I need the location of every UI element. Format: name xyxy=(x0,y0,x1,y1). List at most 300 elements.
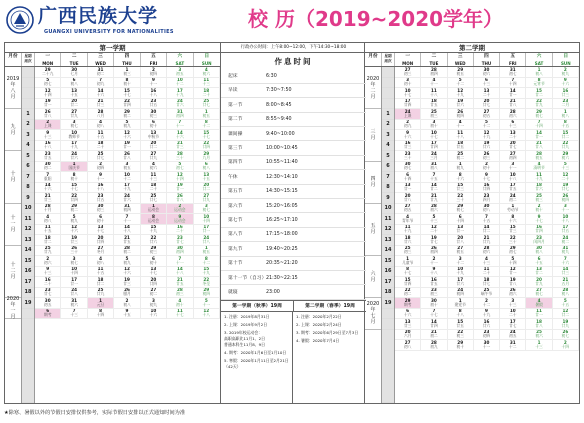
lunar-date: 十四 xyxy=(535,123,543,129)
lunar-date: 初二 xyxy=(430,333,438,339)
day-cell xyxy=(88,235,114,246)
day-cell xyxy=(61,267,87,278)
day-cell xyxy=(421,183,447,194)
day-cell xyxy=(114,151,140,162)
day-number: 11 xyxy=(404,224,411,229)
day-cell xyxy=(474,225,500,236)
week-number: 18 xyxy=(22,288,34,299)
day-cell xyxy=(526,246,552,257)
week-number: 1 xyxy=(382,109,394,120)
day-number: 28 xyxy=(97,109,104,114)
day-number: 7 xyxy=(511,77,515,82)
day-cell xyxy=(395,193,421,204)
day-number: 18 xyxy=(44,235,51,240)
day-number: 6 xyxy=(72,77,76,82)
lunar-date: 十二 xyxy=(202,123,211,129)
day-cell xyxy=(194,67,220,78)
day-cell xyxy=(500,214,526,225)
day-cell xyxy=(35,109,61,120)
week-number xyxy=(382,78,394,89)
week-number xyxy=(382,99,394,110)
day-number: 15 xyxy=(536,88,542,93)
day-cell xyxy=(167,109,193,120)
day-number: 16 xyxy=(97,182,104,187)
lunar-date: 三十 xyxy=(176,154,184,160)
lunar-date: 廿八 xyxy=(202,238,211,244)
weekday-cn: 五 xyxy=(151,54,156,59)
university-name: 广西民族大学 xyxy=(38,5,159,27)
day-cell xyxy=(88,151,114,162)
day-cell xyxy=(448,130,474,141)
schedule-row xyxy=(221,70,366,84)
lunar-date: 廿九 xyxy=(149,154,158,160)
fall-note: 3. 2019年校运动会： 高职高职比11月1、2日 普通本科生11月8、9日 xyxy=(224,330,266,347)
day-cell xyxy=(553,120,579,131)
lunar-date: 初八 xyxy=(403,343,412,349)
lunar-date: 十九 xyxy=(482,133,491,139)
day-cell xyxy=(141,204,167,215)
schedule-time: 21:30~22:15 xyxy=(266,275,298,281)
day-cell xyxy=(88,78,114,89)
day-number: 31 xyxy=(431,161,437,166)
day-cell xyxy=(114,246,140,257)
day-number: 15 xyxy=(150,224,157,229)
day-number: 26 xyxy=(562,329,569,334)
day-number: 22 xyxy=(457,193,464,198)
lunar-date: 廿七 xyxy=(508,322,517,328)
day-number: 1 xyxy=(537,340,541,345)
lunar-date: 十六 xyxy=(456,175,464,181)
day-cell xyxy=(553,214,579,225)
lunar-date: 期考 xyxy=(403,301,412,307)
weekday-en: FRI xyxy=(509,60,517,66)
day-cell xyxy=(500,120,526,131)
schedule-row xyxy=(221,99,366,113)
day-number: 17 xyxy=(509,319,516,324)
week-number xyxy=(22,67,34,78)
schedule-period: 课间操 xyxy=(228,131,243,137)
lunar-date: 廿八 xyxy=(456,238,464,244)
lunar-date: 初二 xyxy=(508,196,517,202)
day-cell xyxy=(474,78,500,89)
weekday-header-sun xyxy=(194,53,220,66)
day-number: 12 xyxy=(483,130,490,135)
day-number: 10 xyxy=(509,308,516,313)
lunar-date: 九月 xyxy=(202,154,211,160)
lunar-date: 廿六 xyxy=(535,186,543,192)
day-cell xyxy=(61,214,87,225)
week-number: 17 xyxy=(22,277,34,288)
day-number: 25 xyxy=(536,193,542,198)
day-number: 29 xyxy=(44,67,51,72)
day-number: 2 xyxy=(563,340,567,345)
day-cell xyxy=(88,141,114,152)
day-cell xyxy=(448,309,474,320)
day-cell xyxy=(167,204,193,215)
lunar-date: 元旦 xyxy=(96,301,105,307)
weekday-cn: 二 xyxy=(71,54,77,59)
day-number: 25 xyxy=(536,329,542,334)
lunar-date: 初二 xyxy=(43,165,52,171)
day-number: 25 xyxy=(44,245,51,250)
day-cell xyxy=(61,193,87,204)
weekday-cn: 三 xyxy=(98,54,103,59)
day-number: 8 xyxy=(458,172,462,177)
day-number: 18 xyxy=(431,98,437,103)
day-number: 25 xyxy=(457,151,464,156)
day-cell xyxy=(500,235,526,246)
day-number: 21 xyxy=(536,140,542,145)
lunar-date: 初二 xyxy=(96,70,105,76)
day-number: 3 xyxy=(563,203,567,208)
day-cell xyxy=(141,78,167,89)
lunar-date: 初五 xyxy=(482,112,491,118)
month-label: 十 一 月 xyxy=(5,204,21,246)
day-number: 10 xyxy=(176,77,183,82)
day-number: 7 xyxy=(46,172,50,177)
lunar-date: 十三 xyxy=(70,312,78,318)
day-cell xyxy=(526,204,552,215)
day-cell xyxy=(194,235,220,246)
day-number: 1 xyxy=(458,161,462,166)
day-cell xyxy=(194,162,220,173)
day-number: 10 xyxy=(71,130,78,135)
day-number: 5 xyxy=(178,161,182,166)
day-number: 11 xyxy=(483,266,490,271)
lunar-date: 十二 xyxy=(456,259,464,265)
lunar-date: 十五 xyxy=(43,228,52,234)
day-cell xyxy=(448,225,474,236)
day-number: 22 xyxy=(536,98,542,103)
week-number xyxy=(382,309,394,320)
day-cell xyxy=(395,298,421,309)
day-number: 27 xyxy=(203,193,210,198)
notes-header xyxy=(221,300,366,312)
lunar-date: 期考 xyxy=(43,312,52,318)
schedule-period: 起床 xyxy=(228,74,238,79)
day-cell xyxy=(526,288,552,299)
day-cell xyxy=(500,151,526,162)
lunar-date: 重阳 xyxy=(43,175,52,181)
lunar-date: 初四 xyxy=(561,196,570,202)
day-number: 10 xyxy=(457,266,464,271)
day-number: 6 xyxy=(485,77,488,82)
day-cell xyxy=(553,183,579,194)
semester-2-title: 第二学期 xyxy=(365,43,579,53)
weekday-cn: 三 xyxy=(457,54,463,59)
schedule-period: 午休 xyxy=(228,174,238,180)
day-cell xyxy=(553,235,579,246)
lunar-date: 廿七 xyxy=(561,186,570,192)
day-cell xyxy=(526,172,552,183)
day-number: 12 xyxy=(457,88,464,93)
day-cell xyxy=(421,340,447,351)
lunar-date: 初三 xyxy=(176,291,184,297)
day-cell xyxy=(167,267,193,278)
day-number: 15 xyxy=(509,224,516,229)
day-cell xyxy=(474,130,500,141)
week-number: 5 xyxy=(22,151,34,162)
day-cell xyxy=(114,130,140,141)
lunar-date: 廿九 xyxy=(202,196,211,202)
day-cell xyxy=(61,225,87,236)
day-number: 23 xyxy=(97,193,104,198)
day-cell xyxy=(61,309,87,320)
day-cell xyxy=(421,151,447,162)
day-cell xyxy=(395,204,421,215)
schedule-period: 第一节 xyxy=(228,102,243,108)
day-cell xyxy=(61,298,87,309)
day-number: 15 xyxy=(457,182,464,187)
lunar-date: 廿三 xyxy=(561,270,570,276)
week-number: 8 xyxy=(382,183,394,194)
footnote: ★除寒、暑假以外的节假日安排仅供参考，实际节假日安排以正式通知时间为准 xyxy=(4,410,186,416)
week-header: 星期 周次 xyxy=(22,53,35,66)
lunar-date: 三十 xyxy=(403,154,412,160)
day-number: 30 xyxy=(176,245,183,250)
day-number: 3 xyxy=(151,298,155,303)
day-cell xyxy=(421,109,447,120)
lunar-date: 十七 xyxy=(430,133,438,139)
lunar-date: 廿九 xyxy=(561,144,570,150)
weekday-en: SAT xyxy=(534,60,544,66)
day-number: 15 xyxy=(457,319,464,324)
lunar-date: 初四 xyxy=(123,207,131,213)
lunar-date: 二十 xyxy=(482,270,491,276)
day-number: 29 xyxy=(536,109,542,114)
month-label: 九 月 xyxy=(5,109,21,151)
lunar-date: 初六 xyxy=(508,291,517,297)
day-number: 23 xyxy=(44,287,51,292)
day-cell xyxy=(395,88,421,99)
week-number xyxy=(382,319,394,330)
day-cell xyxy=(500,288,526,299)
day-cell xyxy=(421,277,447,288)
day-number: 5 xyxy=(485,119,488,124)
lunar-date: 冬至 xyxy=(202,280,211,286)
day-number: 14 xyxy=(97,88,104,93)
week-number: 6 xyxy=(22,162,34,173)
day-cell xyxy=(194,78,220,89)
day-number: 8 xyxy=(204,119,208,124)
lunar-date: 十五 xyxy=(561,301,570,307)
lunar-date: 十九 xyxy=(482,312,491,318)
day-number: 10 xyxy=(562,214,569,219)
semester-1-header-row xyxy=(5,53,220,67)
lunar-date: 十八 xyxy=(430,270,438,276)
lunar-date: 初六 xyxy=(430,207,438,213)
day-cell xyxy=(500,172,526,183)
lunar-date: 廿七 xyxy=(176,238,184,244)
day-number: 7 xyxy=(178,256,182,261)
lunar-date: 初六 xyxy=(482,70,491,76)
day-cell xyxy=(194,88,220,99)
day-number: 4 xyxy=(178,298,182,303)
fall-notes-title: 第一学期（秋季）19周 xyxy=(221,301,294,311)
day-number: 20 xyxy=(150,277,157,282)
spring-note: 3. 期考：2020年6月29日至7月3日 xyxy=(296,330,359,335)
day-number: 7 xyxy=(537,119,541,124)
day-number: 30 xyxy=(71,67,78,72)
lunar-date: 劳动节 xyxy=(507,207,519,213)
day-number: 9 xyxy=(99,172,103,177)
day-cell xyxy=(141,130,167,141)
day-number: 11 xyxy=(536,172,542,177)
day-cell xyxy=(526,319,552,330)
day-number: 19 xyxy=(562,319,569,324)
day-cell xyxy=(500,67,526,78)
day-cell xyxy=(474,109,500,120)
lunar-date: 十八 xyxy=(430,91,438,97)
day-cell xyxy=(526,214,552,225)
lunar-date: 初六 xyxy=(561,154,570,160)
lunar-date: 十八 xyxy=(149,91,158,97)
day-cell xyxy=(35,120,61,131)
day-cell xyxy=(141,88,167,99)
day-cell xyxy=(448,298,474,309)
lunar-date: 初九 xyxy=(561,70,570,76)
day-number: 10 xyxy=(124,172,130,177)
day-cell xyxy=(35,67,61,78)
lunar-date: 十二 xyxy=(456,81,464,87)
day-number: 9 xyxy=(125,308,129,313)
lunar-date: 十四 xyxy=(70,270,78,276)
day-number: 23 xyxy=(44,151,51,156)
day-number: 9 xyxy=(485,308,488,313)
schedule-period: 第三节 xyxy=(228,146,243,151)
lunar-date: 初八 xyxy=(535,249,543,255)
day-number: 20 xyxy=(97,235,104,240)
day-cell xyxy=(395,130,421,141)
month-label: 2020年 七 月 xyxy=(365,298,381,330)
lunar-date: 十一 xyxy=(176,123,184,129)
month-label: 2020年 一 月 xyxy=(6,296,20,320)
day-cell xyxy=(114,162,140,173)
semester-2-panel xyxy=(365,43,579,403)
day-cell xyxy=(500,130,526,141)
week-number xyxy=(22,309,34,320)
day-number: 26 xyxy=(71,245,78,250)
lunar-date: 国庆节 xyxy=(68,165,80,171)
month-label: 十 月 xyxy=(5,151,21,204)
day-number: 13 xyxy=(203,172,210,177)
day-number: 3 xyxy=(458,256,462,261)
lunar-date: 廿二 xyxy=(96,280,105,286)
lunar-date: 廿四 xyxy=(403,102,412,108)
day-cell xyxy=(421,225,447,236)
day-cell xyxy=(141,183,167,194)
day-cell xyxy=(526,298,552,309)
weekday-en: WED xyxy=(95,60,106,66)
lunar-date: 廿四 xyxy=(70,196,78,202)
lunar-date: 十三 xyxy=(535,343,543,349)
lunar-date: 十五 xyxy=(482,217,491,223)
day-cell xyxy=(500,256,526,267)
schedule-time: 10:55~11:40 xyxy=(266,160,298,166)
day-number: 22 xyxy=(124,98,130,103)
schedule-time: 6:30 xyxy=(266,74,277,79)
day-cell xyxy=(421,267,447,278)
day-number: 5 xyxy=(511,256,515,261)
day-number: 16 xyxy=(150,88,157,93)
day-cell xyxy=(500,298,526,309)
day-number: 20 xyxy=(404,193,411,198)
day-cell xyxy=(114,67,140,78)
day-number: 8 xyxy=(563,119,567,124)
day-number: 25 xyxy=(97,151,104,156)
lunar-date: 十六 xyxy=(561,81,570,87)
week-number: 5 xyxy=(382,151,394,162)
lunar-date: 十三 xyxy=(561,165,570,171)
day-cell xyxy=(474,277,500,288)
day-cell xyxy=(88,246,114,257)
week-number: 3 xyxy=(22,130,34,141)
semester-2-month-column xyxy=(365,67,382,403)
spring-note: 2. 上课：2020年2月24日 xyxy=(296,322,342,327)
day-number: 21 xyxy=(124,235,130,240)
lunar-date: 十四 xyxy=(176,175,184,181)
day-number: 28 xyxy=(124,245,130,250)
day-cell xyxy=(448,162,474,173)
day-cell xyxy=(167,151,193,162)
lunar-date: 廿六 xyxy=(482,322,491,328)
day-number: 5 xyxy=(204,298,208,303)
day-number: 1 xyxy=(125,67,129,72)
lunar-date: 初十 xyxy=(456,343,464,349)
day-cell xyxy=(553,340,579,351)
lunar-date: 初五 xyxy=(508,333,517,339)
lunar-date: 廿七 xyxy=(43,291,52,297)
month-header: 月份 xyxy=(5,53,22,66)
lunar-date: 初四 xyxy=(482,333,491,339)
day-number: 8 xyxy=(204,256,208,261)
day-cell xyxy=(421,235,447,246)
day-cell xyxy=(526,267,552,278)
lunar-date: 初二 xyxy=(123,249,131,255)
day-cell xyxy=(395,141,421,152)
day-cell xyxy=(421,309,447,320)
day-number: 4 xyxy=(537,298,541,303)
day-number: 2 xyxy=(563,67,567,72)
day-cell xyxy=(448,99,474,110)
day-number: 20 xyxy=(71,98,78,103)
day-cell xyxy=(526,340,552,351)
day-number: 4 xyxy=(458,119,462,124)
day-number: 14 xyxy=(44,182,51,187)
day-number: 3 xyxy=(72,256,76,261)
day-number: 2 xyxy=(46,256,50,261)
day-cell xyxy=(526,151,552,162)
day-cell xyxy=(526,225,552,236)
lunar-date: 初八 xyxy=(430,165,438,171)
day-cell xyxy=(88,256,114,267)
lunar-date: 十四 xyxy=(403,175,412,181)
schedule-period: 第九节 xyxy=(228,246,243,252)
day-cell xyxy=(35,130,61,141)
lunar-date: 初八 xyxy=(482,207,491,213)
day-number: 18 xyxy=(203,88,210,93)
day-number: 17 xyxy=(203,224,210,229)
lunar-date: 廿七 xyxy=(149,196,158,202)
lunar-date: 初九 xyxy=(403,123,412,129)
day-cell xyxy=(114,298,140,309)
lunar-date: 十三 xyxy=(508,301,517,307)
schedule-time: 9:40~10:00 xyxy=(266,131,295,137)
lunar-date: 十五 xyxy=(430,175,438,181)
day-cell xyxy=(395,172,421,183)
day-cell xyxy=(395,99,421,110)
lunar-date: 初三 xyxy=(96,207,105,213)
